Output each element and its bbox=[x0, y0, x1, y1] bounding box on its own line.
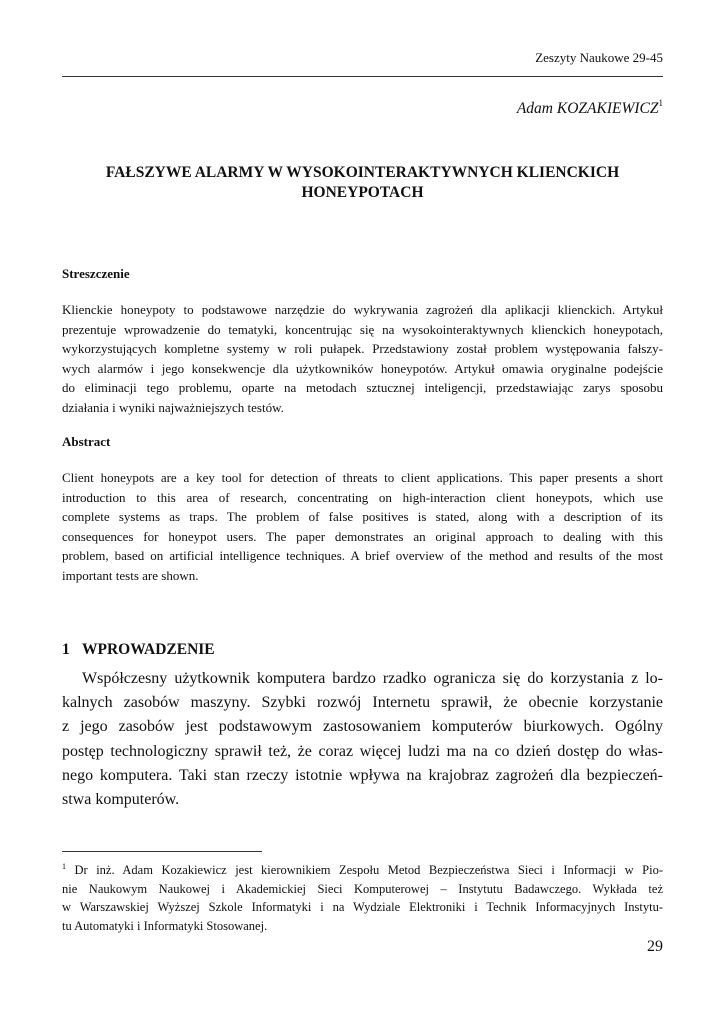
section-body bbox=[62, 667, 663, 812]
section-title: WPROWADZENIE bbox=[82, 641, 215, 658]
author-name: Adam KOZAKIEWICZ bbox=[516, 100, 659, 117]
abstract-text bbox=[62, 468, 663, 586]
text-line: wych alarmów i jego konsekwencje dla użytkowników honeypotów. Artykuł omawia oryginalne podejście bbox=[62, 360, 663, 376]
footnote-line: nie Naukowym Naukowej i Akademickiej Sieci Komputerowej – Instytutu Badawczego. Wykłada też bbox=[62, 881, 663, 896]
footnote-rule bbox=[62, 851, 262, 852]
footnote-line bbox=[62, 858, 663, 880]
abstract-label: Abstract bbox=[62, 434, 111, 449]
text-line: complete systems as traps. The problem of false positives is stated, along with a description of its bbox=[62, 509, 663, 525]
text-line: introduction to this area of research, concentrating on high-interaction client honeypots, which use bbox=[62, 489, 663, 505]
text-line: prezentuje wprowadzenie do tematyki, koncentrując się na wysokointeraktywnych klienckich honeypotach, bbox=[62, 321, 663, 337]
body-line: kalnych zasobów maszyny. Szybki rozwój Internetu sprawił, że obecnie korzystanie bbox=[62, 694, 663, 712]
footnote bbox=[62, 858, 663, 935]
section-number: 1 bbox=[62, 641, 70, 658]
body-line: postęp technologiczny sprawił też, że coraz więcej ludzi ma na co dzień dostęp do włas- bbox=[62, 742, 663, 760]
text-line: problem, based on artificial intelligence techniques. A brief overview of the method and results of the most bbox=[62, 548, 663, 564]
footnote-mark: 1 bbox=[62, 862, 66, 871]
footnote-text: Dr inż. Adam Kozakiewicz jest kierownikiem Zespołu Metod Bezpieczeństwa Sieci i Informacji w Pio- bbox=[66, 863, 663, 877]
text-line: Client honeypots are a key tool for detection of threats to client applications. This paper presents a short bbox=[62, 470, 663, 485]
section-heading bbox=[62, 641, 215, 659]
body-line: Współczesny użytkownik komputera bardzo rzadko ogranicza się do korzystania z lo- bbox=[82, 670, 663, 687]
body-line: nego komputera. Taki stan rzeczy istotnie wpływa na krajobraz zagrożeń dla bezpieczeń- bbox=[62, 766, 663, 784]
author-footnote-mark: 1 bbox=[658, 98, 663, 108]
text-line: important tests are shown. bbox=[62, 567, 199, 583]
text-line: do eliminacji tego problemu, oparte na metodach sztucznej inteligencji, przedstawiając zarys sposobu bbox=[62, 380, 663, 396]
title-line: FAŁSZYWE ALARMY W WYSOKOINTERAKTYWNYCH KLIENCKICH bbox=[105, 164, 620, 181]
body-line: stwa komputerów. bbox=[62, 791, 180, 809]
header-rule bbox=[62, 76, 663, 77]
title-line: HONEYPOTACH bbox=[301, 184, 424, 201]
footnote-line: tu Automatyki i Informatyki Stosowanej. bbox=[62, 918, 268, 933]
footnote-line: w Warszawskiej Wyższej Szkole Informatyki i na Wydziale Elektroniki i Technik Informacyjnych Instytu- bbox=[62, 900, 663, 914]
page-number: 29 bbox=[647, 938, 663, 955]
running-header: Zeszyty Naukowe 29-45 bbox=[535, 50, 663, 65]
text-line: działania i wyniki najważniejszych testów. bbox=[62, 399, 284, 415]
body-line: z jego zasobów jest podstawowym zastosowaniem komputerów biurkowych. Ogólny bbox=[62, 718, 663, 736]
streszczenie-text bbox=[62, 300, 663, 418]
streszczenie-label: Streszczenie bbox=[62, 266, 130, 281]
text-line: consequences for honeypot users. The paper demonstrates an original approach to dealing with this bbox=[62, 528, 663, 544]
paper-title bbox=[62, 163, 663, 203]
author-line bbox=[517, 98, 663, 118]
text-line: Klienckie honeypoty to podstawowe narzędzie do wykrywania zagrożeń dla aplikacji klienckich. Artykuł bbox=[62, 302, 663, 317]
text-line: wykorzystujących kompletne systemy w roli pułapek. Przedstawiony został problem występowania fałszy- bbox=[62, 341, 663, 357]
